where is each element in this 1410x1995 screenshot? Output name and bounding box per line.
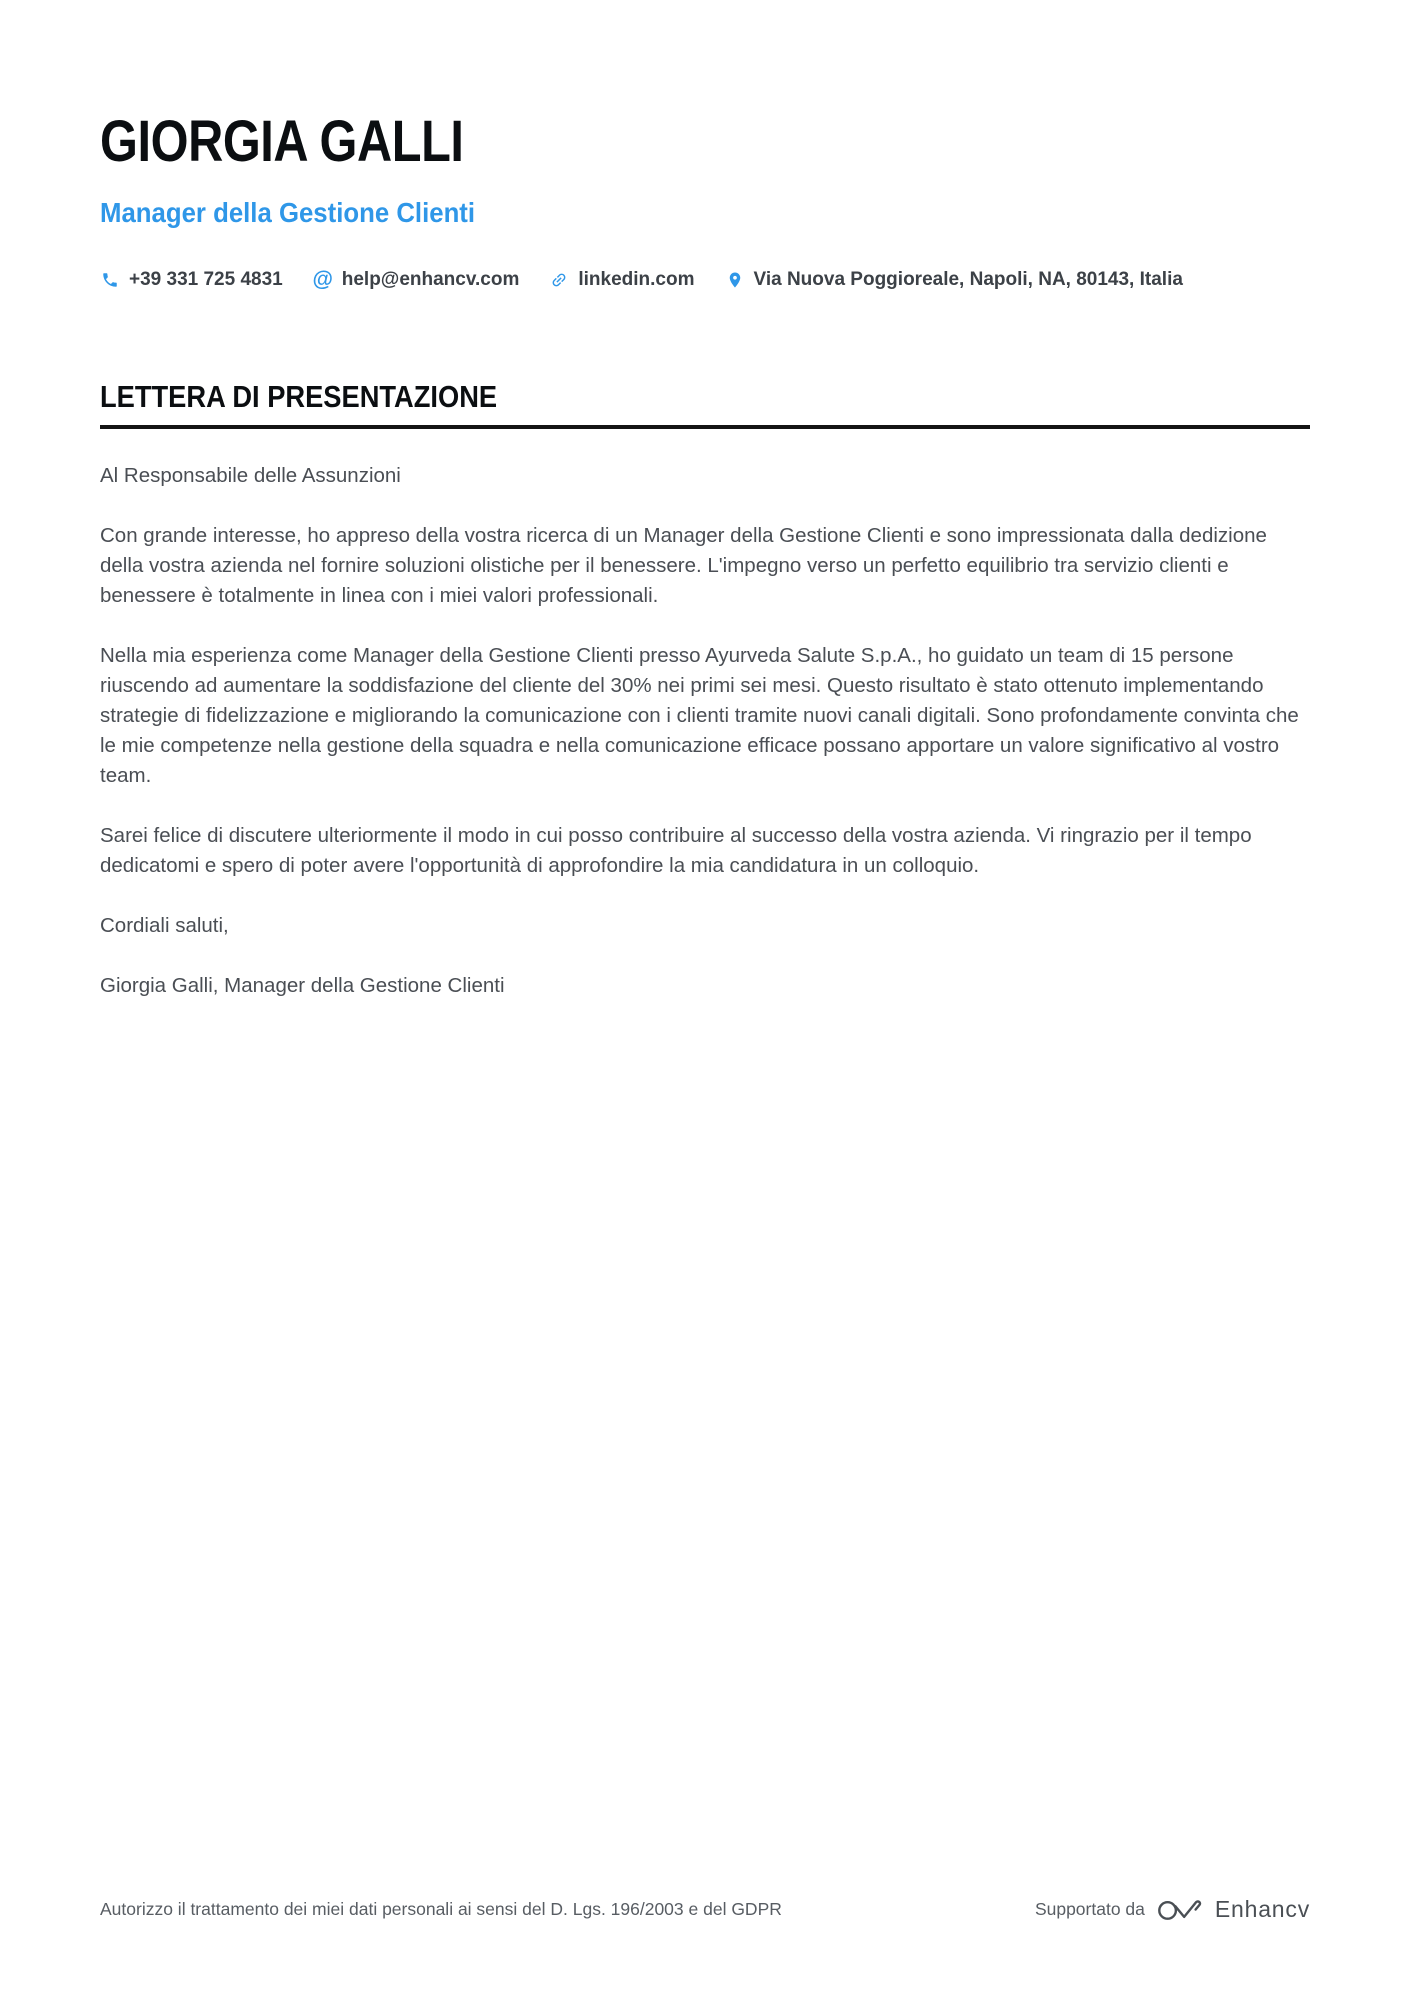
phone-icon <box>100 270 120 290</box>
link-icon <box>549 270 569 290</box>
header <box>100 109 1310 292</box>
section-heading-rule <box>100 379 1310 429</box>
supported-by-label: Supportato da <box>1034 1899 1145 1919</box>
page-footer <box>100 1896 1310 1923</box>
gdpr-notice: Autorizzo il trattamento dei miei dati personali ai sensi del D. Lgs. 196/2003 e del GDPR <box>100 1899 782 1919</box>
enhancv-logo-icon <box>1157 1897 1203 1923</box>
letter-body <box>100 461 1310 1001</box>
enhancv-branding[interactable] <box>1035 1896 1310 1923</box>
page-title: GIORGIA GALLI <box>100 109 464 174</box>
section-heading: LETTERA DI PRESENTAZIONE <box>100 378 498 414</box>
letter-paragraph: Con grande interesse, ho appreso della vostra ricerca di un Manager della Gestione Clienti e sono impressionata dalla dedizione della vostra azienda nel fornire soluzioni olistiche per il benessere. L'impegno verso un perfetto equilibrio tra servizio clienti e benessere è totalmente in linea con i miei valori professionali. <box>100 523 1267 607</box>
at-icon: @ <box>312 268 333 292</box>
contact-row <box>100 269 1310 291</box>
letter-paragraph: Sarei felice di discutere ulteriormente il modo in cui posso contribuire al successo della vostra azienda. Vi ringrazio per il tempo dedicatomi e spero di poter avere l'opportunità di approfondire la mia candidatura in un colloquio. <box>100 823 1252 877</box>
letter-signature: Giorgia Galli, Manager della Gestione Clienti <box>100 973 505 997</box>
contact-linkedin[interactable] <box>549 269 694 291</box>
contact-location[interactable] <box>725 269 1183 291</box>
contact-linkedin-label: linkedin.com <box>578 268 695 290</box>
job-title: Manager della Gestione Clienti <box>100 196 476 228</box>
contact-phone-label: +39 331 725 4831 <box>129 268 283 290</box>
location-icon <box>725 270 745 290</box>
contact-location-label: Via Nuova Poggioreale, Napoli, NA, 80143, Italia <box>753 268 1183 290</box>
letter-paragraph: Nella mia esperienza come Manager della Gestione Clienti presso Ayurveda Salute S.p.A., ho guidato un team di 15 persone riuscendo ad aumentare la soddisfazione del cliente del 30% nei primi sei mesi. Questo risultato è stato ottenuto implementando strategie di fidelizzazione e migliorando la comunicazione con i clienti tramite nuovi canali digitali. Sono profondamente convinta che le mie competenze nella gestione della squadra e nella comunicazione efficace possano apportare un valore significativo al vostro team. <box>100 643 1299 787</box>
letter-closing: Cordiali saluti, <box>100 913 229 937</box>
contact-phone[interactable] <box>100 269 283 291</box>
letter-salutation: Al Responsabile delle Assunzioni <box>100 463 401 487</box>
contact-email[interactable] <box>313 269 520 291</box>
contact-email-label: help@enhancv.com <box>341 268 520 290</box>
enhancv-wordmark: Enhancv <box>1214 1896 1310 1922</box>
